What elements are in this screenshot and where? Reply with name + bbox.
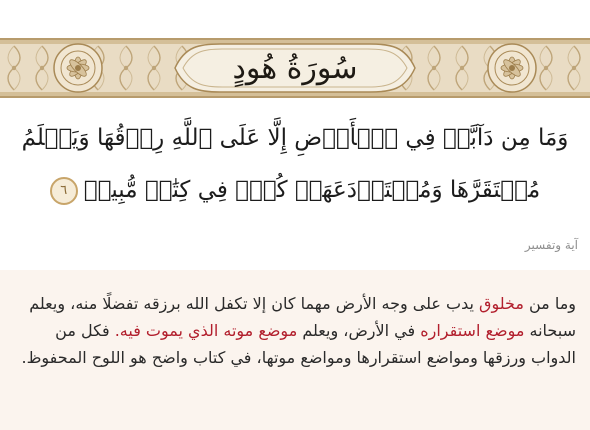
tafsir-text-part: يدب على وجه الأرض مهما كان إلا تكفل الله برزقه تفضلًا منه، ويعلم سبحانه (29, 294, 576, 340)
tafsir-highlight: موضع موته الذي يموت فيه. (114, 321, 298, 340)
tafsir-panel (0, 270, 590, 430)
tafsir-text-part: فكل من الدواب ورزقها ومواضع استقرارها ومواضع موتها، في كتاب واضح هو اللوح المحفوظ. (21, 321, 576, 367)
tafsir-label: آية وتفسير (524, 238, 578, 252)
surah-header-frame (0, 38, 590, 98)
surah-title: سُورَةُ هُودٍ (232, 50, 358, 86)
tafsir-text (14, 290, 576, 371)
tafsir-highlight: موضع استقراره (420, 321, 525, 340)
verse-number-icon: ٦ (50, 177, 78, 205)
tafsir-text-part: في الأرض، ويعلم (297, 321, 421, 340)
tafsir-highlight: مخلوق (479, 294, 524, 313)
tafsir-text-part: وما من (523, 294, 576, 313)
verse-arabic: وَمَا مِن دَآبَّةٖ فِي ٱلۡأَرۡضِ إِلَّا عَلَى ٱللَّهِ رِزۡقُهَا وَيَعۡلَمُ مُسۡتَقَرَّهَا وَمُسۡتَوۡدَعَهَاۚ كُلّٞ فِي كِتَٰبٖ مُّبِينٖ (21, 125, 569, 203)
verse-text[interactable] (8, 112, 582, 216)
